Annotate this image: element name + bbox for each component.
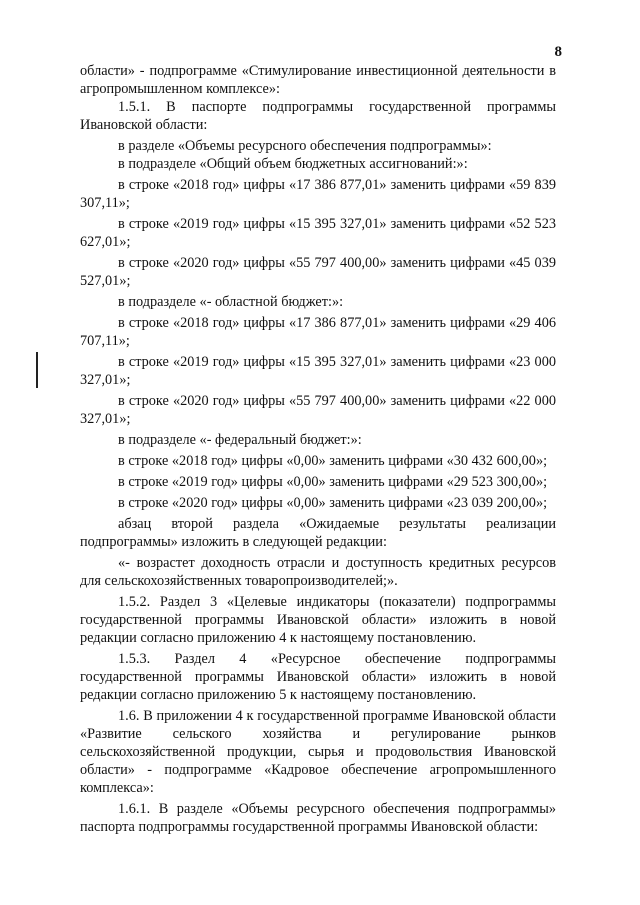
paragraph: в строке «2020 год» цифры «0,00» заменить цифрами «23 039 200,00»; — [118, 495, 548, 511]
paragraph: в разделе «Объемы ресурсного обеспечения подпрограммы»: — [118, 138, 492, 154]
paragraph: области» - подпрограмме «Стимулирование инвестиционной деятельности в агропромышленном комплексе»: — [80, 63, 556, 97]
paragraph: абзац второй раздела «Ожидаемые результаты реализации подпрограммы» изложить в следующей редакции: — [80, 516, 556, 550]
paragraph: в строке «2018 год» цифры «17 386 877,01» заменить цифрами «59 839 307,11»; — [80, 177, 556, 211]
paragraph: в подразделе «- областной бюджет:»: — [118, 294, 344, 310]
paragraph: в строке «2018 год» цифры «17 386 877,01» заменить цифрами «29 406 707,11»; — [80, 315, 556, 349]
paragraph: в строке «2019 год» цифры «15 395 327,01» заменить цифрами «52 523 627,01»; — [80, 216, 556, 250]
paragraph: «- возрастет доходность отрасли и доступность кредитных ресурсов для сельскохозяйственных товаропроизводителей;». — [80, 555, 556, 589]
paragraph: в подразделе «Общий объем бюджетных ассигнований:»: — [118, 156, 468, 172]
paragraph: 1.6. В приложении 4 к государственной программе Ивановской области «Развитие сельского хозяйства и регулирование рынков сельскохозяйственной продукции, сырья и продовольствия Ивановской области» - подпрограмме «Кадровое обеспечение агропромышленного комплекса»: — [80, 708, 556, 796]
paragraph: в строке «2018 год» цифры «0,00» заменить цифрами «30 432 600,00»; — [118, 453, 548, 469]
paragraph: в строке «2020 год» цифры «55 797 400,00» заменить цифрами «22 000 327,01»; — [80, 393, 556, 427]
paragraph: 1.5.1. В паспорте подпрограммы государственной программы Ивановской области: — [80, 99, 556, 133]
margin-mark — [36, 352, 38, 388]
paragraph: 1.5.2. Раздел 3 «Целевые индикаторы (показатели) подпрограммы государственной программы Ивановской области» изложить в новой редакции согласно приложению 4 к настоящему постановлению. — [80, 594, 556, 646]
paragraph: 1.6.1. В разделе «Объемы ресурсного обеспечения подпрограммы» паспорта подпрограммы государственной программы Ивановской области: — [80, 801, 556, 835]
paragraph: 1.5.3. Раздел 4 «Ресурсное обеспечение подпрограммы государственной программы Ивановской области» изложить в новой редакции согласно приложению 5 к настоящему постановлению. — [80, 651, 556, 703]
paragraph: в подразделе «- федеральный бюджет:»: — [118, 432, 362, 448]
paragraph: в строке «2019 год» цифры «0,00» заменить цифрами «29 523 300,00»; — [118, 474, 548, 490]
paragraph: в строке «2020 год» цифры «55 797 400,00» заменить цифрами «45 039 527,01»; — [80, 255, 556, 289]
body-text — [80, 62, 556, 836]
paragraph: в строке «2019 год» цифры «15 395 327,01» заменить цифрами «23 000 327,01»; — [80, 354, 556, 388]
page-number: 8 — [554, 44, 562, 60]
